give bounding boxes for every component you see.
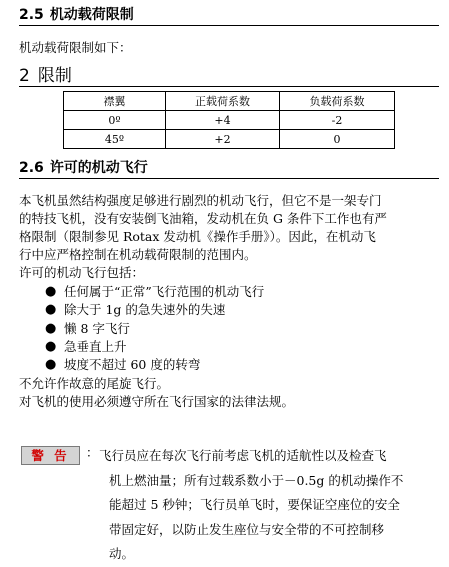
paragraph-line: 行中应严格控制在机动载荷限制的范围内。 [19,247,257,262]
section-2-6-paragraph [19,192,431,282]
list-item [45,283,264,301]
table-header-row [64,92,395,111]
section-title: 限制 [37,66,72,86]
warning-line: 机上燃油量；所有过载系数小于－0.5g 的机动操作不 [109,472,404,488]
table-cell: 0º [64,111,166,130]
table-header-cell: 负载荷系数 [280,92,395,111]
bullet-icon: ● [45,338,57,354]
bullet-icon: ● [45,320,57,336]
warning-line: 动。 [109,546,135,562]
list-item-text: 坡度不超过 60 度的转弯 [64,357,201,373]
list-item [45,320,264,338]
table-cell: 45º [64,130,166,149]
paragraph-line: 本飞机虽然结构强度足够进行剧烈的机动飞行，但它不是一架专门 [19,193,382,208]
paragraph-line: 的特技飞机，没有安装倒飞油箱，发动机在负 G 条件下工作也有严 [19,211,387,226]
list-item [45,356,264,374]
list-item-text: 懒 8 字飞行 [64,320,130,336]
paragraph-line: 对飞机的使用必须遵守所在飞行国家的法律法规。 [19,394,295,409]
paragraph-line: 许可的机动飞行包括： [19,265,145,280]
table-cell: 0 [280,130,395,149]
warning-line: 飞行员应在每次飞行前考虑飞机的适航性以及检查飞 [99,448,387,463]
section-number: 2.6 [19,160,44,176]
bullet-icon: ● [45,302,57,318]
section-title: 许可的机动飞行 [49,160,148,176]
limits-table [63,91,395,149]
warning-colon: ： [86,445,99,460]
paragraph-line: 格限制（限制参见 Rotax 发动机《操作手册》）。因此，在机动飞 [19,229,376,244]
warning-text [99,444,439,567]
warning-line: 能超过 5 秒钟；飞行员单飞时，要保证空座位的安全 [109,497,400,513]
list-item-text: 除大于 1g 的急失速外的失速 [64,302,226,318]
table-row [64,130,395,149]
allowed-maneuvers-list [45,283,264,374]
section-number: 2 [19,66,30,86]
table-header-cell: 正载荷系数 [166,92,280,111]
list-item [45,301,264,319]
paragraph-line: 不允许作故意的尾旋飞行。 [19,376,170,391]
warning-line: 带固定好，以防止发生座位与安全带的不可控制移 [109,521,385,537]
table-header-cell: 襟翼 [64,92,166,111]
list-item [45,338,264,356]
bullet-icon: ● [45,284,57,299]
table-cell: +2 [166,130,280,149]
section-title: 机动载荷限制 [49,7,134,23]
table-row [64,111,395,130]
table-cell: +4 [166,111,280,130]
section-2-heading [19,66,439,87]
bullet-icon: ● [45,357,57,373]
section-2-6-closing [19,375,431,411]
warning-label: 警 告 [21,446,80,465]
section-2-5-heading [19,6,439,26]
section-2-5-intro: 机动载荷限制如下： [19,40,132,55]
section-2-6-heading [19,159,439,179]
section-number: 2.5 [19,7,44,23]
list-item-text: 任何属于“正常”飞行范围的机动飞行 [64,284,265,299]
list-item-text: 急垂直上升 [64,338,127,354]
table-cell: -2 [280,111,395,130]
